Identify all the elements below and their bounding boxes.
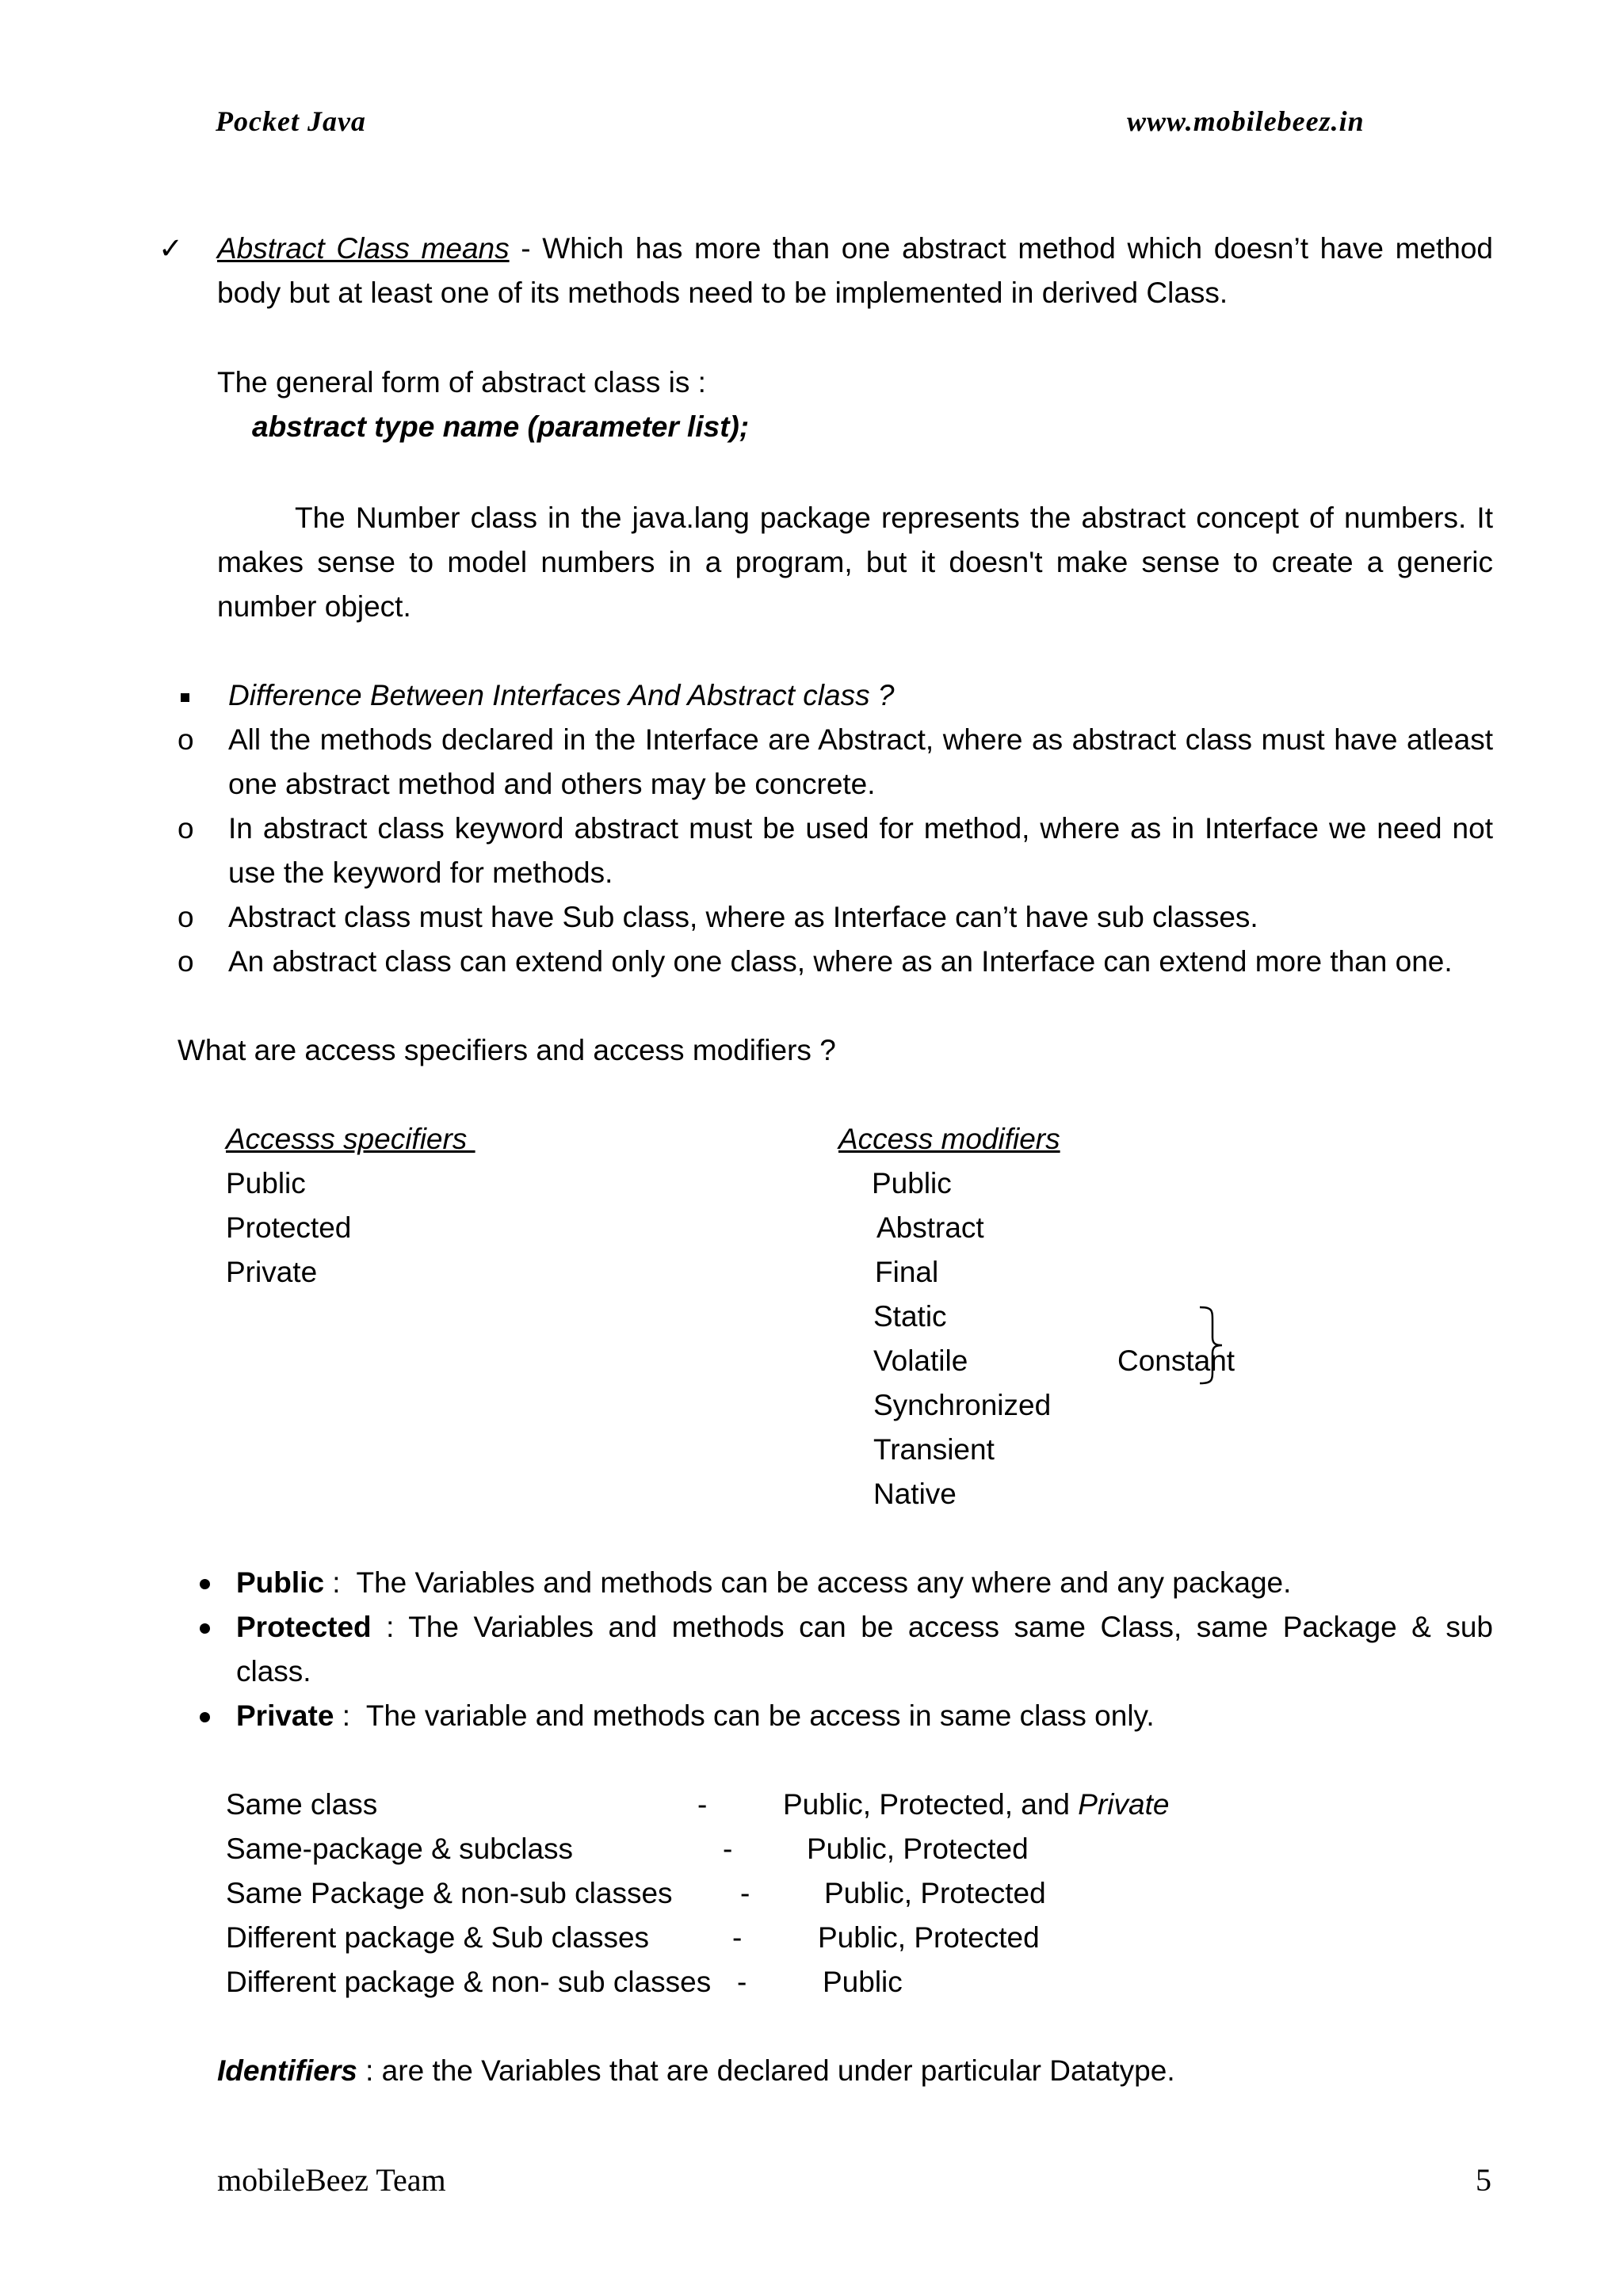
table-access: Public, Protected [824, 1877, 1046, 1909]
bullet-term: Private [236, 1699, 334, 1732]
bullet-term: Protected [236, 1611, 372, 1643]
table-dash: - [737, 1966, 747, 1998]
access-question: What are access specifiers and access modifiers ? [178, 1034, 836, 1066]
table-access: Public, Protected [818, 1921, 1040, 1954]
modifier-item: Synchronized [873, 1389, 1052, 1421]
bullet-text: The Variables and methods can be access any where and any package. [356, 1566, 1292, 1599]
definition-line-2: body but at least one of its methods need to be implemented in derived Class. [217, 277, 1228, 309]
bullet-text: The Variables and methods can be access same Class, same Package & sub [408, 1611, 1494, 1643]
modifier-item: Public [872, 1167, 952, 1199]
public-bullet [236, 1561, 1291, 1605]
protected-bullet [236, 1605, 1493, 1694]
table-access: Public [823, 1966, 903, 1998]
curly-brace-icon [1195, 1304, 1227, 1386]
number-para-line-1: The Number class in the java.lang package represents the abstract concept of numbers. It [295, 502, 1493, 534]
bullet-icon [200, 1712, 210, 1726]
bullet-text: The variable and methods can be access in same class only. [365, 1699, 1155, 1732]
table-dash: - [740, 1877, 750, 1909]
list-marker: o [178, 901, 194, 933]
table-scope: Different package & non- sub classes [226, 1966, 712, 1998]
modifier-item: Transient [873, 1433, 995, 1466]
table-access [783, 1783, 1169, 1827]
abstract-class-definition [217, 227, 1493, 315]
definition-line-1: - Which has more than one abstract method which doesn’t have method [509, 232, 1493, 265]
bullet-term: Public [236, 1566, 325, 1599]
bullet-sep: : [334, 1699, 366, 1732]
table-scope: Same class [226, 1788, 378, 1821]
bullet-text-continued: class. [236, 1655, 311, 1688]
list-marker: o [178, 812, 194, 845]
modifier-item: Native [873, 1478, 957, 1510]
bullet-sep: : [324, 1566, 357, 1599]
difference-item [228, 718, 1493, 807]
modifier-item: Final [875, 1256, 939, 1288]
identifiers-text: : are the Variables that are declared under particular Datatype. [357, 2054, 1175, 2087]
table-scope: Same-package & subclass [226, 1833, 574, 1865]
difference-item: An abstract class can extend only one class, where as an Interface can extend more than one. [228, 945, 1453, 978]
table-dash: - [732, 1921, 743, 1954]
difference-item-line: use the keyword for methods. [228, 856, 613, 889]
difference-heading: Difference Between Interfaces And Abstract class ? [228, 679, 895, 711]
specifier-item: Protected [226, 1211, 352, 1244]
number-para-line-3: number object. [217, 590, 411, 623]
table-scope: Same Package & non-sub classes [226, 1877, 673, 1909]
number-class-paragraph [217, 496, 1493, 629]
number-para-line-2: makes sense to model numbers in a program, but it doesn't make sense to create a generic [217, 546, 1493, 578]
specifier-item: Public [226, 1167, 306, 1199]
specifiers-header: Accesss specifiers [226, 1123, 475, 1155]
page-number: 5 [1476, 2162, 1491, 2198]
table-access-text: Public, Protected, and [783, 1788, 1079, 1821]
bullet-icon [200, 1579, 210, 1593]
check-mark-icon: ✓ [158, 231, 184, 265]
general-form-intro: The general form of abstract class is : [217, 366, 706, 399]
identifiers-term: Identifiers [217, 2054, 357, 2087]
difference-item-line: In abstract class keyword abstract must be used for method, where as in Interface we need not [228, 812, 1493, 845]
general-form-syntax: abstract type name (parameter list); [252, 410, 750, 443]
difference-item-line: one abstract method and others may be concrete. [228, 768, 876, 800]
specifier-item: Private [226, 1256, 318, 1288]
modifiers-header: Access modifiers [838, 1123, 1060, 1155]
modifier-item: Abstract [876, 1211, 984, 1244]
table-access-italic: Private [1078, 1788, 1170, 1821]
modifier-item: Volatile [873, 1344, 968, 1377]
table-dash: - [697, 1788, 708, 1821]
identifiers-definition [217, 2049, 1175, 2093]
square-bullet-icon [181, 692, 189, 706]
bullet-sep: : [371, 1611, 409, 1643]
list-marker: o [178, 723, 194, 756]
bullet-icon [200, 1623, 210, 1638]
modifier-item: Static [873, 1300, 947, 1333]
difference-item: Abstract class must have Sub class, where as Interface can’t have sub classes. [228, 901, 1258, 933]
table-access: Public, Protected [807, 1833, 1029, 1865]
abstract-class-term: Abstract Class means [217, 232, 510, 265]
footer-team: mobileBeez Team [217, 2162, 446, 2198]
difference-item [228, 807, 1493, 895]
table-scope: Different package & Sub classes [226, 1921, 650, 1954]
list-marker: o [178, 945, 194, 978]
header-title: Pocket Java [216, 105, 366, 137]
private-bullet [236, 1694, 1155, 1738]
difference-item-line: All the methods declared in the Interface are Abstract, where as abstract class must have atleast [228, 723, 1493, 756]
constant-label: Constant [1117, 1344, 1235, 1377]
header-website: www.mobilebeez.in [1127, 105, 1365, 137]
table-dash: - [723, 1833, 733, 1865]
